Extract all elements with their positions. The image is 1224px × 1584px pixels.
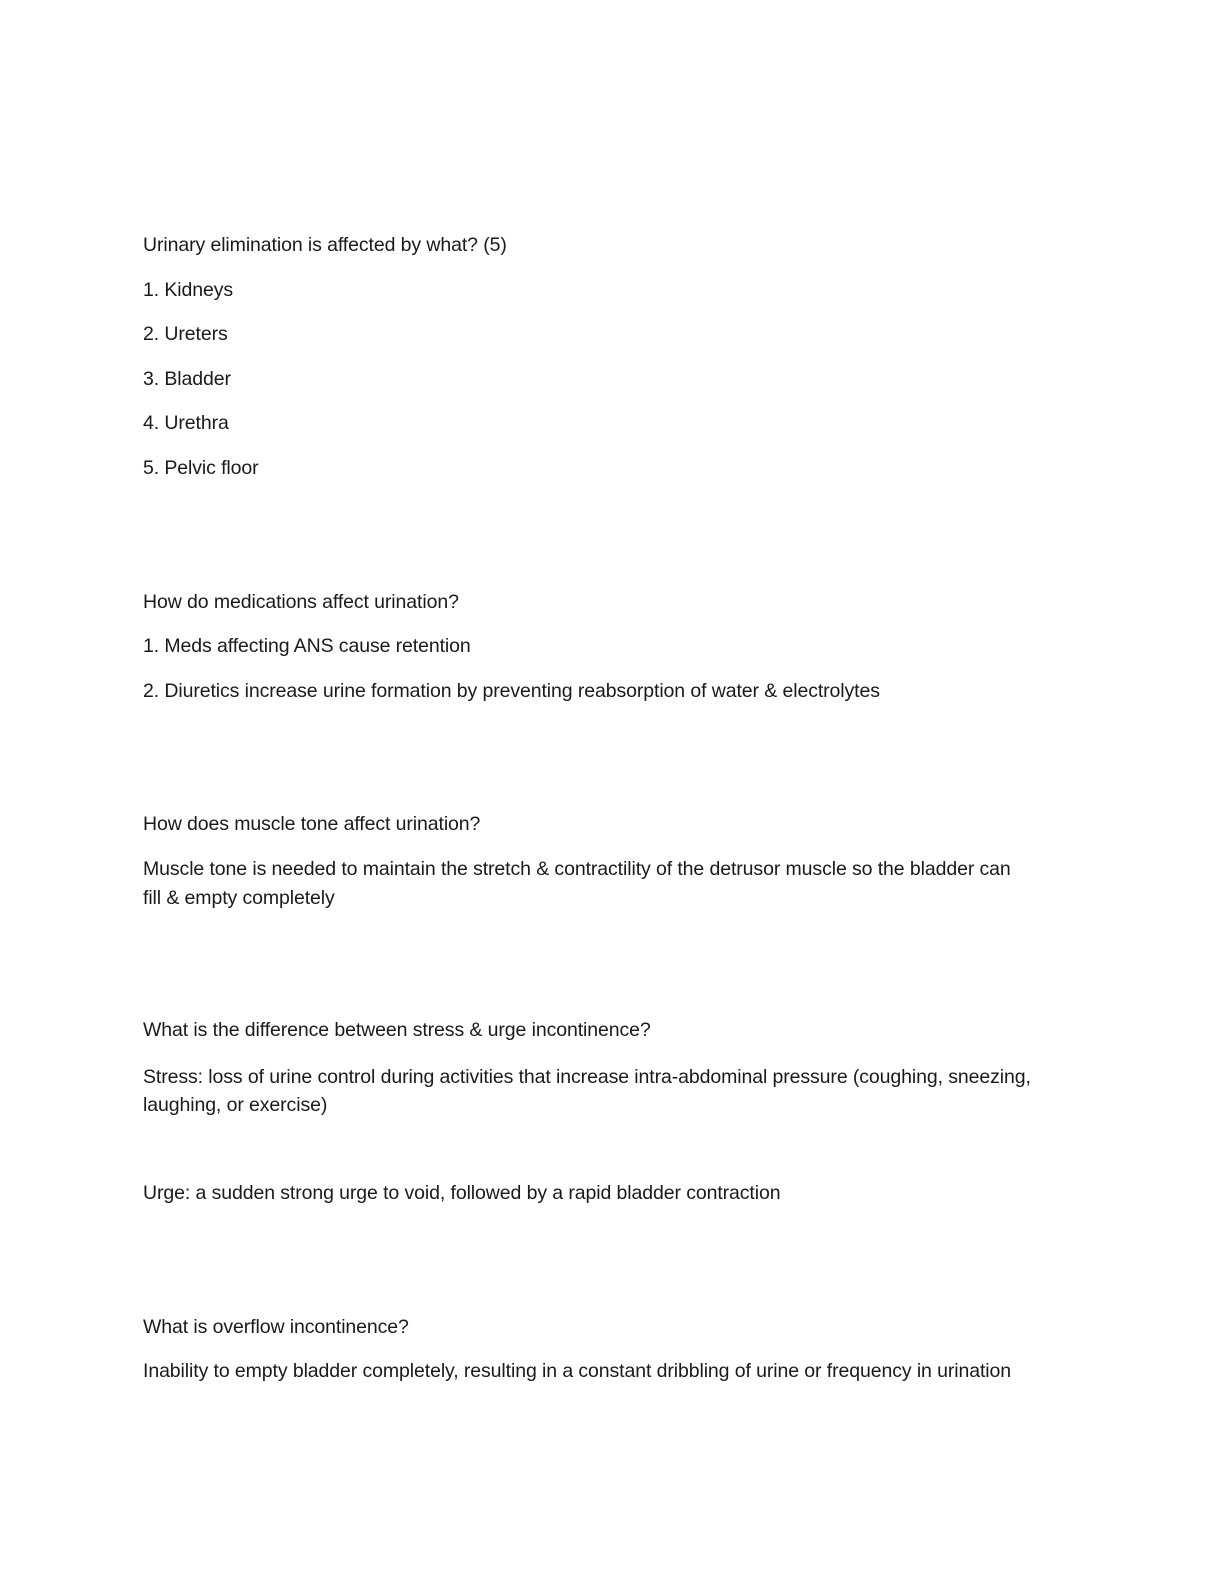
list-item: 4. Urethra bbox=[143, 412, 229, 434]
urge-definition: Urge: a sudden strong urge to void, followed by a rapid bladder contraction bbox=[143, 1182, 781, 1204]
question-stress-urge: What is the difference between stress & urge incontinence? bbox=[143, 1019, 651, 1041]
list-item: 5. Pelvic floor bbox=[143, 457, 259, 479]
list-item: 2. Diuretics increase urine formation by preventing reabsorption of water & electrolytes bbox=[143, 680, 880, 702]
stress-definition-line: Stress: loss of urine control during activities that increase intra-abdominal pressure (coughing, sneezing, bbox=[143, 1066, 1031, 1088]
list-item: 3. Bladder bbox=[143, 368, 231, 390]
question-medications: How do medications affect urination? bbox=[143, 591, 459, 613]
question-overflow: What is overflow incontinence? bbox=[143, 1316, 409, 1338]
answer-line: fill & empty completely bbox=[143, 887, 335, 909]
answer-line: Muscle tone is needed to maintain the stretch & contractility of the detrusor muscle so the bladder can bbox=[143, 858, 1011, 880]
overflow-definition: Inability to empty bladder completely, resulting in a constant dribbling of urine or frequency in urination bbox=[143, 1360, 1012, 1382]
list-item: 1. Meds affecting ANS cause retention bbox=[143, 635, 471, 657]
question-urinary-elimination: Urinary elimination is affected by what? (5) bbox=[143, 234, 507, 256]
list-item: 1. Kidneys bbox=[143, 279, 234, 301]
list-item: 2. Ureters bbox=[143, 323, 228, 345]
question-muscle-tone: How does muscle tone affect urination? bbox=[143, 813, 481, 835]
stress-definition-line: laughing, or exercise) bbox=[143, 1094, 328, 1116]
